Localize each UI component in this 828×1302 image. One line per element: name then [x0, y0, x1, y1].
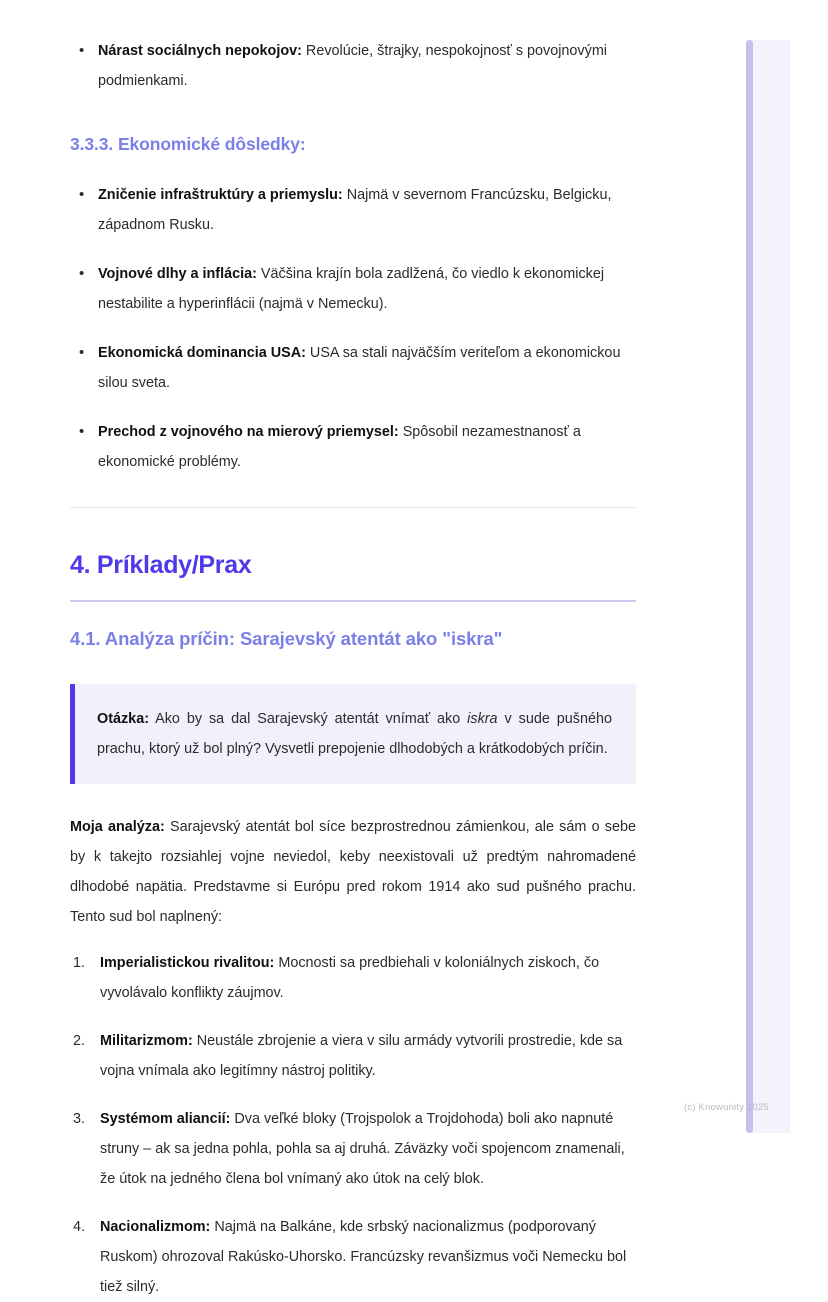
- list-item-text: Mocnosti sa predbiehali v koloniálnych ziskoch, čo vyvolávalo konflikty záujmov.: [100, 955, 600, 1001]
- list-item-text: Najmä v severnom Francúzsku, Belgicku, západnom Rusku.: [98, 187, 612, 233]
- callout-lead: Otázka:: [97, 711, 149, 727]
- list-item: [70, 36, 636, 96]
- list-item-lead: Imperialistickou rivalitou:: [100, 955, 275, 971]
- list-item-lead: Zničenie infraštruktúry a priemyslu:: [98, 187, 343, 203]
- callout-text-before: Ako by sa dal Sarajevský atentát vnímať ako: [148, 711, 468, 727]
- list-item: [70, 338, 636, 398]
- list-item-lead: Ekonomická dominancia USA:: [98, 345, 306, 361]
- list-item: [70, 948, 636, 1008]
- watermark: (c) Knowunity 2025: [684, 1102, 769, 1113]
- list-item: [70, 1026, 636, 1086]
- question-callout: [70, 684, 636, 784]
- callout-emphasis: iskra: [467, 711, 498, 727]
- list-item-lead: Nacionalizmom:: [100, 1219, 211, 1235]
- list-item-text: USA sa stali najväčším veriteľom a ekonomickou silou sveta.: [98, 345, 621, 391]
- list-item-text: Väčšina krajín bola zadlžená, čo viedlo k ekonomickej nestabilite a hyperinflácii (najmä v Nemecku).: [98, 266, 605, 312]
- heading-sarajevo-analysis: 4.1. Analýza príčin: Sarajevský atentát ako "iskra": [70, 628, 503, 649]
- list-item-text: Revolúcie, štrajky, nespokojnosť s povojnovými podmienkami.: [98, 43, 608, 89]
- list-item-lead: Militarizmom:: [100, 1033, 193, 1049]
- causes-numbered-list: [70, 948, 636, 1302]
- list-item: [70, 1104, 636, 1194]
- analysis-text: Sarajevský atentát bol síce bezprostrednou zámienkou, ale sám o sebe by k takejto rozsiahlej vojne neviedol, keby neexistovali už predtým nahromadené dlhodobé napätia. Predstavme si Európu pred rokom 1914 ako sud pušného prachu. Tento sud bol naplnený:: [70, 819, 636, 925]
- list-item: [70, 417, 636, 477]
- list-item-text: Spôsobil nezamestnanosť a ekonomické problémy.: [98, 424, 581, 470]
- list-item: [70, 1212, 636, 1302]
- analysis-lead: Moja analýza:: [70, 819, 165, 835]
- social-unrest-block: [70, 0, 636, 96]
- document-content: [70, 0, 636, 1302]
- callout-text: [97, 704, 612, 764]
- economic-bullet-list: [70, 180, 636, 477]
- callout-text-after: v sude pušného prachu, ktorý už bol plný? Vysvetli prepojenie dlhodobých a krátkodobých príčin.: [97, 711, 612, 757]
- heading-economic-consequences: 3.3.3. Ekonomické dôsledky:: [70, 134, 306, 154]
- vertical-scrollbar[interactable]: [746, 40, 753, 1133]
- heading-examples: 4. Príklady/Prax: [70, 551, 252, 579]
- list-item-lead: Nárast sociálnych nepokojov:: [98, 43, 302, 59]
- intro-bullet-list: [70, 36, 636, 96]
- list-item-text: Dva veľké bloky (Trojspolok a Trojdohoda) boli ako napnuté struny – ak sa jedna pohla, pohla sa aj druhá. Záväzky voči spojencom znamenali, že útok na jedného člena bol vnímaný ako útok na celý blok.: [100, 1111, 625, 1187]
- list-item: [70, 180, 636, 240]
- list-item: [70, 259, 636, 319]
- analysis-paragraph: [70, 812, 636, 932]
- list-item-text: Neustále zbrojenie a viera v silu armády vytvorili prostredie, kde sa vojna vnímala ako legitímny nástroj politiky.: [100, 1033, 623, 1079]
- list-item-text: Najmä na Balkáne, kde srbský nacionalizmus (podporovaný Ruskom) ohrozoval Rakúsko-Uhorsko. Francúzsky revanšizmus voči Nemecku bol tiež silný.: [100, 1219, 627, 1295]
- list-item-lead: Vojnové dlhy a inflácia:: [98, 266, 257, 282]
- list-item-lead: Systémom aliancií:: [100, 1111, 231, 1127]
- list-item-lead: Prechod z vojnového na mierový priemysel:: [98, 424, 399, 440]
